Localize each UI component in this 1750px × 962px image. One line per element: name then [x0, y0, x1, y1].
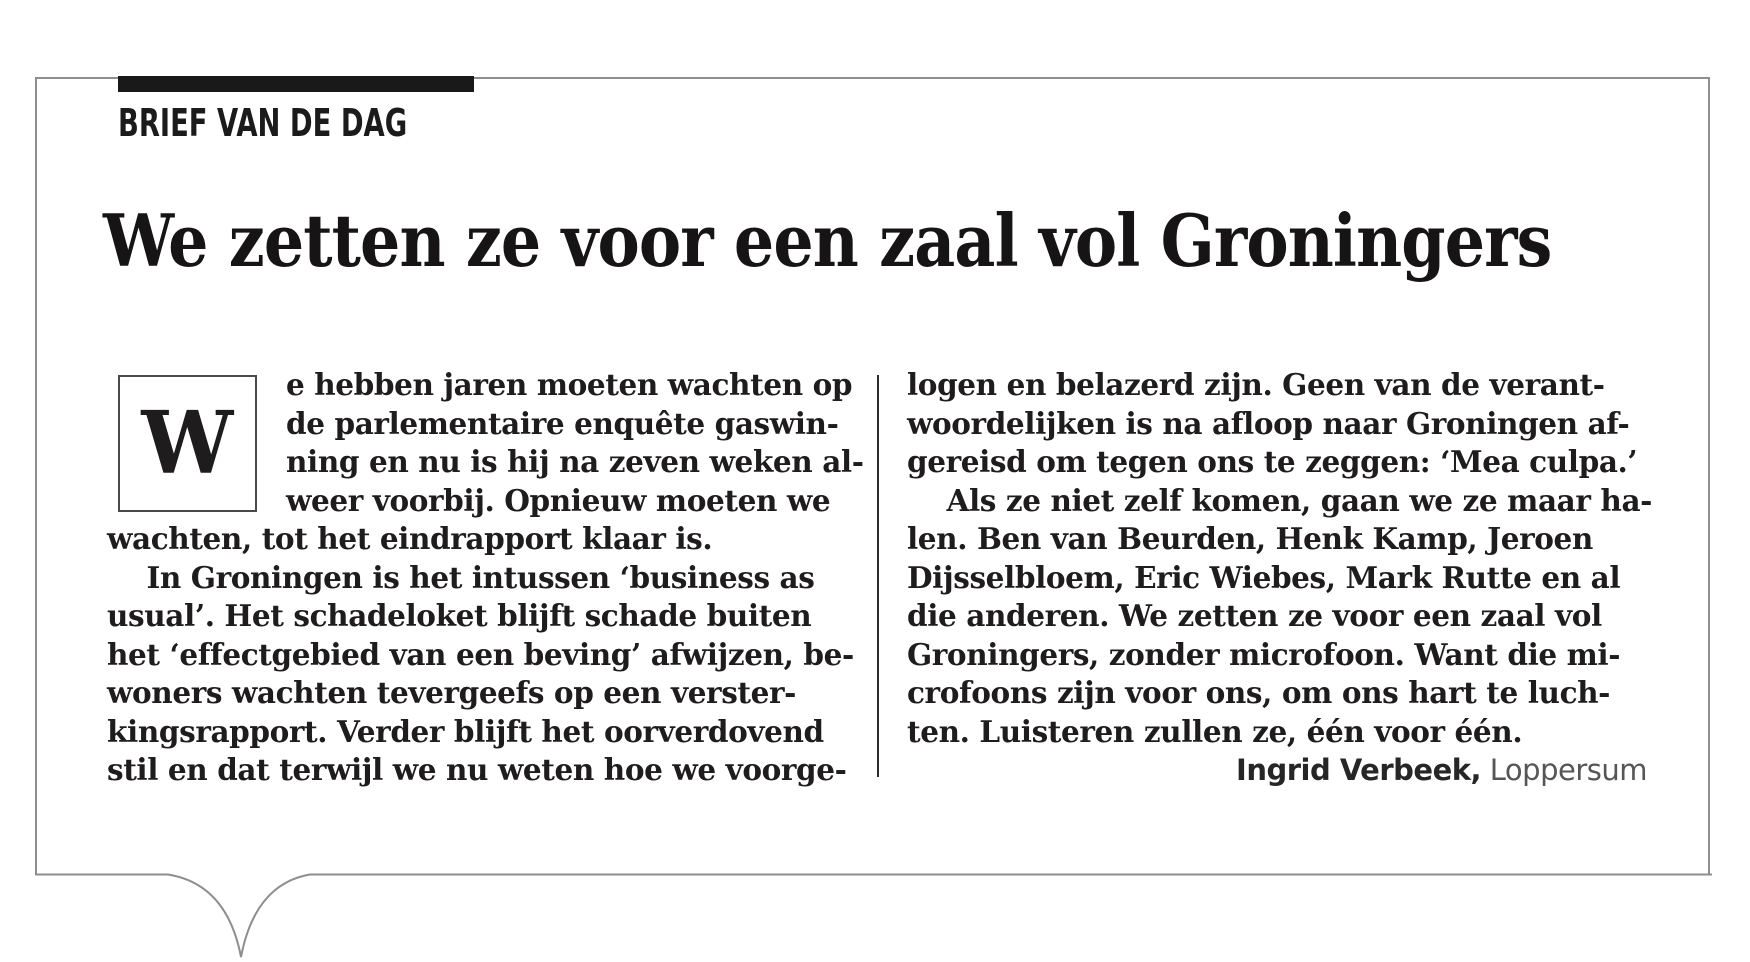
section-kicker: BRIEF VAN DE DAG [118, 101, 408, 145]
body-line: weer voorbij. Opnieuw moeten we [286, 482, 831, 518]
signature-line [907, 751, 1647, 790]
kicker-bar [118, 76, 474, 92]
letter-of-the-day-box [35, 77, 1710, 875]
body-line: logen en belazerd zijn. Geen van de verant- [907, 367, 1605, 402]
body-line: die anderen. We zetten ze voor een zaal vol [907, 598, 1602, 633]
column-left [107, 366, 864, 790]
body-line: crofoons zijn voor ons, om ons hart te luch- [907, 675, 1611, 710]
body-line: de parlementaire enquête gaswin- [286, 405, 839, 441]
body-line: ning en nu is hij na zeven weken al- [286, 444, 864, 479]
body-line: stil en dat terwijl we nu weten hoe we voorge- [107, 752, 847, 787]
body-line: e hebben jaren moeten wachten op [286, 367, 853, 402]
column-right [907, 366, 1653, 790]
body-line: Groningers, zonder microfoon. Want die mi- [907, 636, 1621, 672]
body-line: usual’. Het schadeloket blijft schade buiten [107, 598, 812, 633]
drop-cap-box [118, 375, 257, 512]
body-line: woordelijken is na afloop naar Groningen af- [907, 405, 1630, 441]
body-line: woners wachten tevergeefs op een verster- [107, 675, 796, 710]
column-divider [877, 375, 879, 777]
body-line: het ‘effectgebied van een beving’ afwijzen, be- [107, 636, 854, 672]
signature-author: Ingrid Verbeek, [1236, 753, 1482, 787]
drop-cap-letter: W [141, 392, 234, 494]
body-line: gereisd om tegen ons te zeggen: ‘Mea culpa.’ [907, 444, 1638, 479]
body-line: wachten, tot het eindrapport klaar is. [107, 521, 713, 556]
body-line: Dijsselbloem, Eric Wiebes, Mark Rutte en al [907, 559, 1621, 595]
speech-bubble-tail [35, 873, 1712, 962]
body-line: Als ze niet zelf komen, gaan we ze maar ha- [907, 482, 1653, 518]
headline: We zetten ze voor een zaal vol Groningers [103, 198, 1552, 283]
body-line: ten. Luisteren zullen ze, één voor één. [907, 713, 1523, 749]
signature-location: Loppersum [1481, 753, 1647, 787]
body-line: len. Ben van Beurden, Henk Kamp, Jeroen [907, 521, 1593, 556]
body-line: In Groningen is het intussen ‘business as [107, 559, 815, 595]
body-line: kingsrapport. Verder blijft het oorverdovend [107, 713, 824, 749]
